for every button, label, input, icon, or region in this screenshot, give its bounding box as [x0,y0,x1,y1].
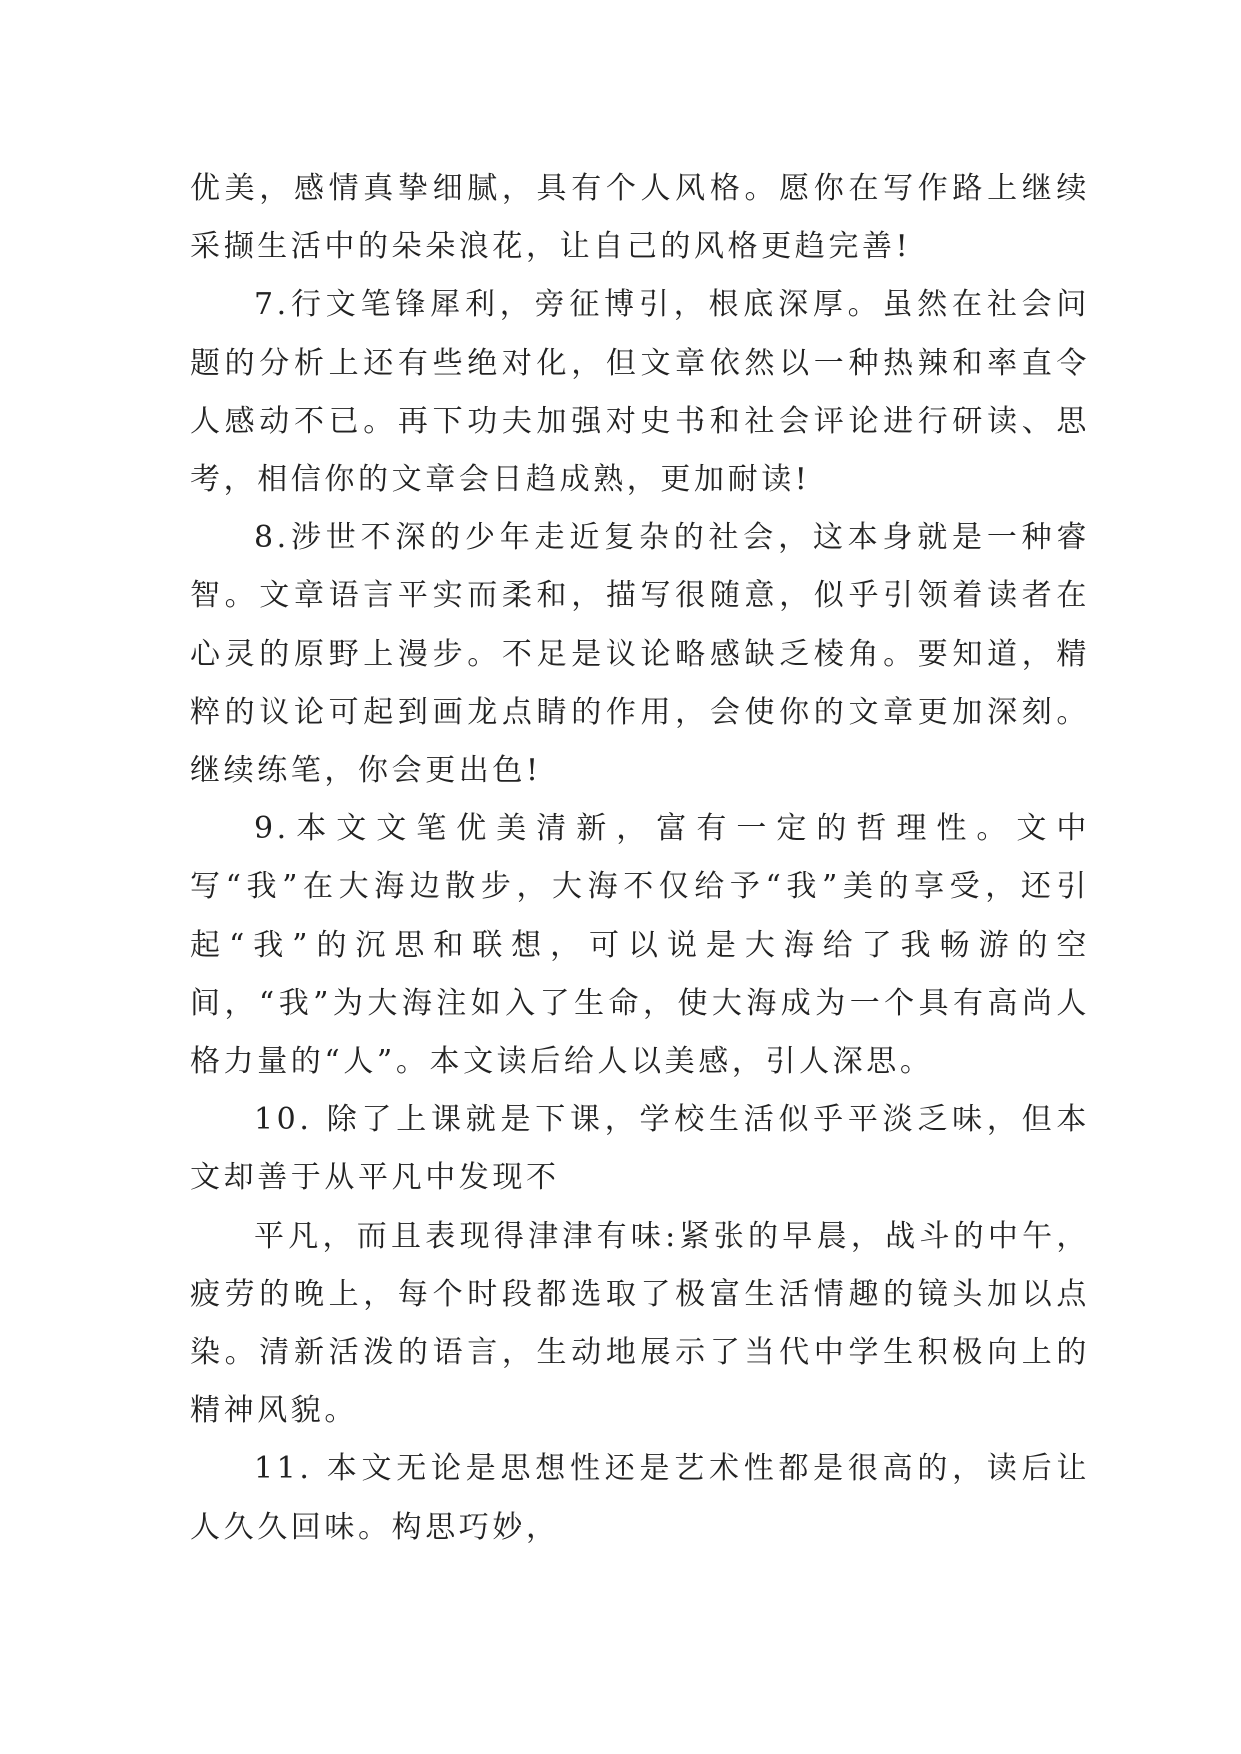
paragraph-comment-10-continued: 平凡，而且表现得津津有味:紧张的早晨，战斗的中午，疲劳的晚上，每个时段都选取了极富生活情趣的镜头加以点染。清新活泼的语言，生动地展示了当代中学生积极向上的精神风貌。 [190,1218,1090,1429]
paragraph-comment-8: 8.涉世不深的少年走近复杂的社会，这本身就是一种睿智。文章语言平实而柔和，描写很随意，似乎引领着读者在心灵的原野上漫步。不足是议论略感缺乏棱角。要知道，精粹的议论可起到画龙点睛的作用，会使你的文章更加深刻。继续练笔，你会更出色! [190,520,1090,789]
paragraph-comment-7: 7.行文笔锋犀利，旁征博引，根底深厚。虽然在社会问题的分析上还有些绝对化，但文章依然以一种热辣和率直令人感动不已。再下功夫加强对史书和社会评论进行研读、思考，相信你的文章会日趋成熟，更加耐读! [190,287,1090,498]
paragraph-continuation: 优美，感情真挚细腻，具有个人风格。愿你在写作路上继续采撷生活中的朵朵浪花，让自己的风格更趋完善! [190,171,1090,265]
body-text [190,160,1090,1557]
paragraph-comment-11: 11. 本文无论是思想性还是艺术性都是很高的，读后让人久久回味。构思巧妙， [190,1451,1090,1545]
paragraph-comment-10: 10. 除了上课就是下课，学校生活似乎平淡乏味，但本文却善于从平凡中发现不 [190,1102,1090,1196]
paragraph-comment-9: 9.本文文笔优美清新，富有一定的哲理性。文中写“我”在大海边散步，大海不仅给予“我”美的享受，还引起“我”的沉思和联想，可以说是大海给了我畅游的空间，“我”为大海注如入了生命，使大海成为一个具有高尚人格力量的“人”。本文读后给人以美感，引人深思。 [190,811,1090,1080]
